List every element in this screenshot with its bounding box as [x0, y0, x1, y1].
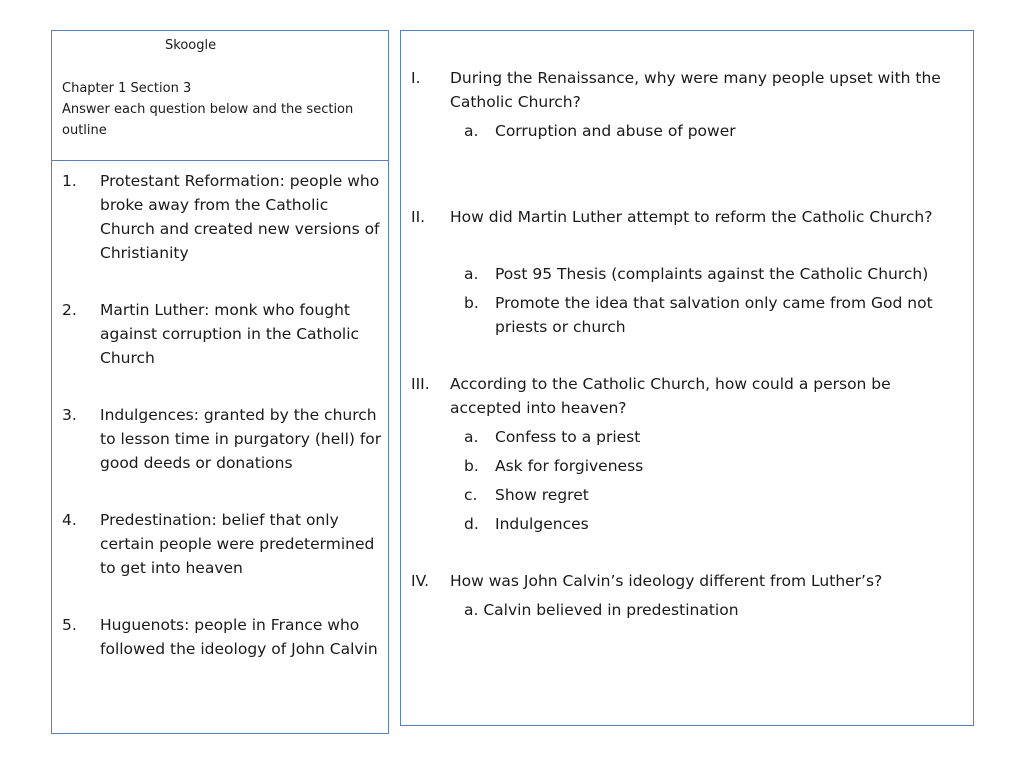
outline-box	[400, 30, 974, 726]
answer-letter: a.	[464, 122, 479, 140]
question-text: How was John Calvin’s ideology different from Luther’s?	[450, 572, 883, 590]
outline-question	[411, 205, 966, 229]
header-box	[51, 30, 389, 161]
answer-letter: b.	[464, 294, 479, 312]
header-instructions	[62, 78, 380, 141]
answer-letter: d.	[464, 515, 479, 533]
roman-numeral: III.	[411, 375, 430, 393]
answer-text: Promote the idea that salvation only came from God not priests or church	[495, 294, 933, 336]
vocabulary-item	[62, 169, 382, 265]
answer-text: Show regret	[495, 486, 589, 504]
outline-answer	[411, 454, 966, 478]
outline-question	[411, 569, 966, 593]
vocabulary-item	[62, 613, 382, 661]
vocabulary-text: Protestant Reformation: people who broke away from the Catholic Church and created new versions of Christianity	[100, 172, 380, 262]
vocabulary-text: Martin Luther: monk who fought against corruption in the Catholic Church	[100, 301, 360, 367]
outline-section	[411, 205, 966, 339]
vocabulary-item	[62, 403, 382, 475]
outline-answer	[411, 291, 966, 339]
roman-numeral: II.	[411, 208, 426, 226]
question-text: During the Renaissance, why were many people upset with the Catholic Church?	[450, 69, 941, 111]
page-title: Skoogle	[165, 38, 217, 53]
section-outline	[411, 66, 966, 622]
question-text: According to the Catholic Church, how could a person be accepted into heaven?	[450, 375, 891, 417]
outline-section	[411, 372, 966, 536]
header-line: Answer each question below and the section	[62, 102, 354, 117]
outline-answer: a. Calvin believed in predestination	[464, 601, 739, 619]
answer-text: Indulgences	[495, 515, 589, 533]
vocabulary-number: 1.	[62, 172, 77, 190]
header-line: Chapter 1 Section 3	[62, 81, 192, 96]
answer-text: Corruption and abuse of power	[495, 122, 736, 140]
vocabulary-item	[62, 298, 382, 370]
answer-letter: a.	[464, 265, 479, 283]
vocabulary-number: 5.	[62, 616, 77, 634]
outline-answer	[411, 483, 966, 507]
roman-numeral: IV.	[411, 572, 430, 590]
vocabulary-number: 3.	[62, 406, 77, 424]
vocabulary-list	[62, 169, 382, 694]
answer-letter: b.	[464, 457, 479, 475]
answer-letter: c.	[464, 486, 478, 504]
question-text: How did Martin Luther attempt to reform the Catholic Church?	[450, 208, 933, 226]
roman-numeral: I.	[411, 69, 421, 87]
outline-question	[411, 66, 966, 114]
vocabulary-number: 2.	[62, 301, 77, 319]
outline-answer	[411, 425, 966, 449]
vocabulary-text: Indulgences: granted by the church to lesson time in purgatory (hell) for good deeds or donations	[100, 406, 382, 472]
vocabulary-text: Huguenots: people in France who followed the ideology of John Calvin	[100, 616, 378, 658]
vocabulary-number: 4.	[62, 511, 77, 529]
vocabulary-text: Predestination: belief that only certain people were predetermined to get into heaven	[100, 511, 375, 577]
outline-answer	[411, 262, 966, 286]
vocabulary-item	[62, 508, 382, 580]
answer-letter: a.	[464, 428, 479, 446]
answer-text: Post 95 Thesis (complaints against the Catholic Church)	[495, 265, 929, 283]
answer-text: Confess to a priest	[495, 428, 641, 446]
vocabulary-box	[51, 160, 389, 734]
outline-section	[411, 569, 966, 622]
outline-section	[411, 66, 966, 143]
answer-text: Ask for forgiveness	[495, 457, 644, 475]
header-line: outline	[62, 123, 107, 138]
outline-answer	[411, 512, 966, 536]
outline-question	[411, 372, 966, 420]
outline-answer	[411, 119, 966, 143]
